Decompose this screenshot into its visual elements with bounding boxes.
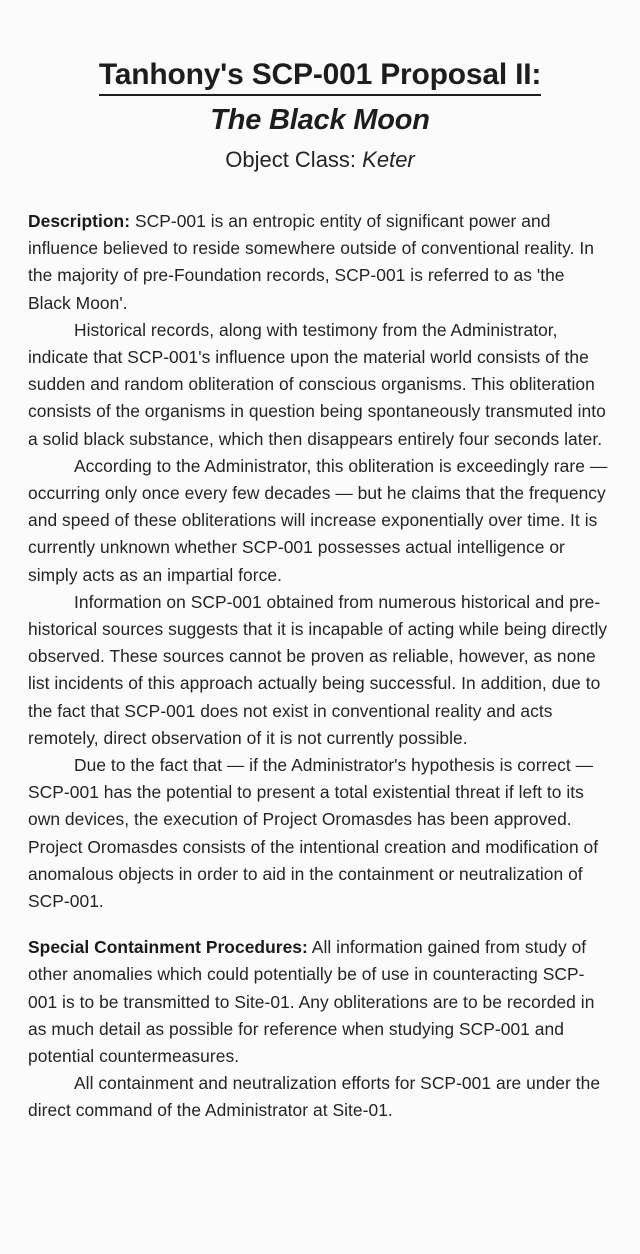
document-body — [28, 208, 612, 1125]
section-label: Special Containment Procedures: — [28, 937, 308, 958]
paragraph: Due to the fact that — if the Administrator's hypothesis is correct — SCP-001 has the potential to present a total existential threat if left to its own devices, the execution of Project Oromasdes has been approved. Project Oromasdes consists of the intentional creation and modification of anomalous objects in order to aid in the containment or neutralization of SCP-001. — [28, 754, 599, 911]
object-class-label: Object Class: — [225, 147, 357, 173]
object-class-line — [28, 146, 612, 174]
section-description — [28, 208, 612, 915]
object-class-value: Keter — [362, 147, 415, 173]
paragraph: Information on SCP-001 obtained from numerous historical and pre-historical sources suggests that it is incapable of acting while being directly observed. These sources cannot be proven as reliable, however, as none list incidents of this approach actually being successful. In addition, due to the fact that SCP-001 does not exist in conventional reality and acts remotely, direct observation of it is not currently possible. — [28, 591, 608, 748]
page-subtitle: The Black Moon — [210, 103, 430, 136]
paragraph — [28, 208, 612, 317]
section-label: Description: — [28, 210, 131, 231]
paragraph — [28, 934, 612, 1070]
paragraph: All containment and neutralization efforts for SCP-001 are under the direct command of the Administrator at Site-01. — [28, 1073, 601, 1121]
paragraph-text: SCP-001 is an entropic entity of significant power and influence believed to reside somewhere outside of conventional reality. In the majority of pre-Foundation records, SCP-001 is referred to as 'the Black Moon'. — [28, 210, 595, 313]
paragraph: Historical records, along with testimony from the Administrator, indicate that SCP-001's influence upon the material world consists of the sudden and random obliteration of conscious organisms. This obliteration consists of the organisms in question being spontaneously transmuted into a solid black substance, which then disappears entirely four seconds later. — [28, 319, 606, 449]
section-special-containment-procedures — [28, 934, 612, 1124]
page-title: Tanhony's SCP-001 Proposal II: — [99, 58, 541, 96]
paragraph: According to the Administrator, this obliteration is exceedingly rare — occurring only once every few decades — but he claims that the frequency and speed of these obliterations will increase exponentially over time. It is currently unknown whether SCP-001 possesses actual intelligence or simply acts as an impartial force. — [28, 455, 608, 585]
title-block — [28, 0, 612, 174]
paragraph-text: All information gained from study of other anomalies which could potentially be of use in counteracting SCP-001 is to be transmitted to Site-01. Any obliterations are to be recorded in as much detail as possible for reference when studying SCP-001 and potential countermeasures. — [28, 937, 595, 1066]
